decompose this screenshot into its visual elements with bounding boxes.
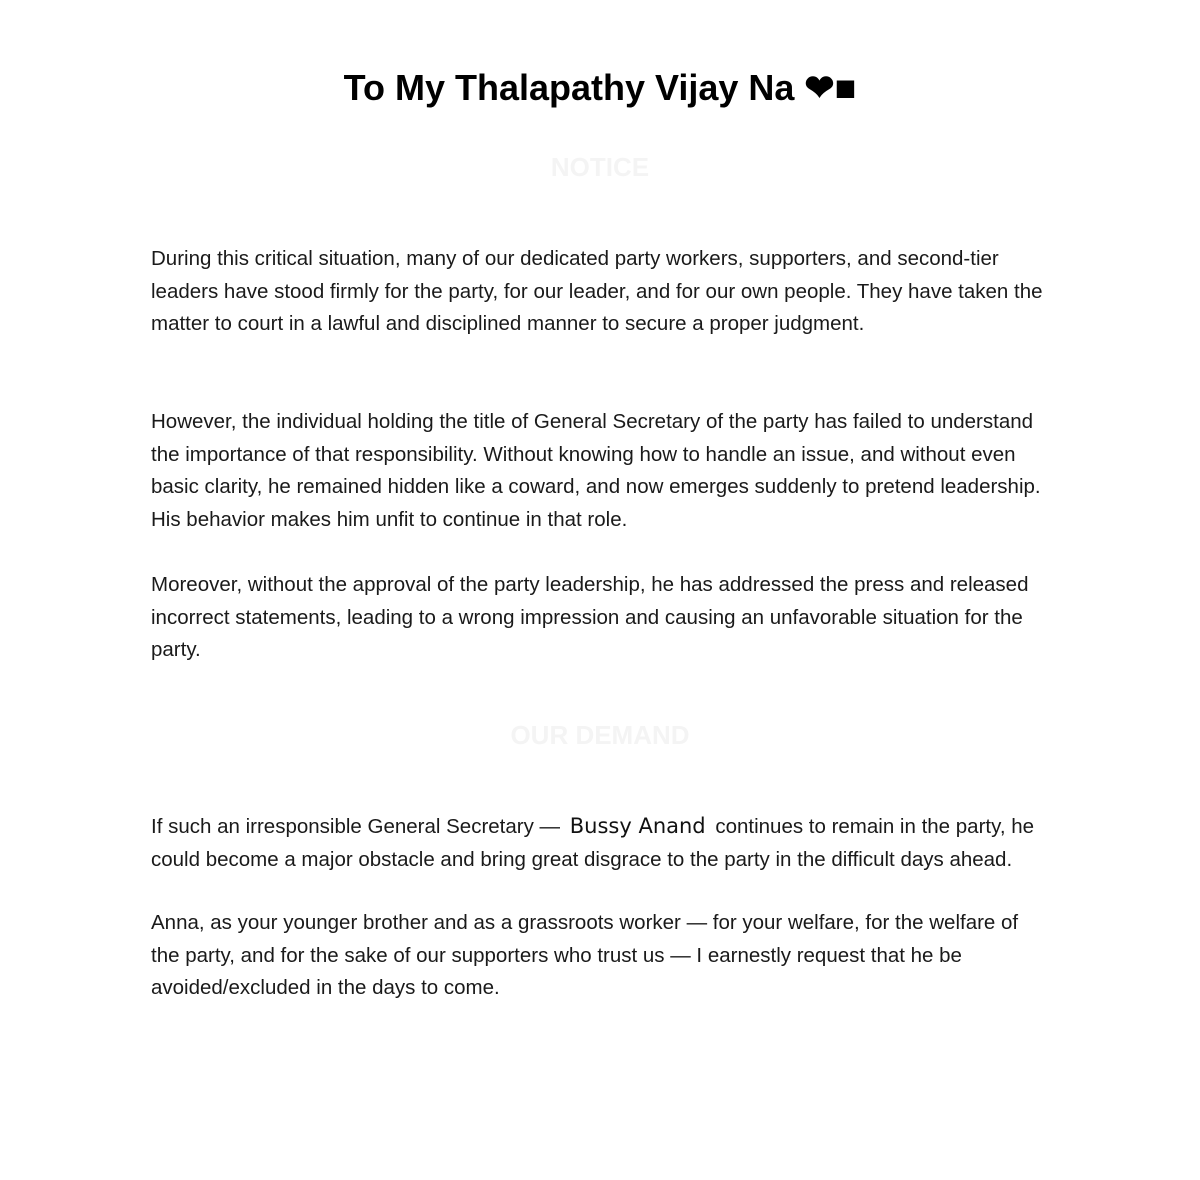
paragraph-general-secretary: However, the individual holding the title of General Secretary of the party has failed to understand the importance of that responsibility. Without knowing how to handle an issue, and without even basic clarity, he remained hidden like a coward, and now emerges suddenly to pretend leadership. His behavior makes him unfit to continue in that role.: [151, 410, 1041, 531]
faded-heading-notice: NOTICE: [550, 152, 650, 182]
faded-heading-demand: OUR DEMAND: [510, 720, 690, 750]
inserted-name-label: Bussy Anand: [566, 814, 710, 838]
paragraph-text-before-name: If such an irresponsible General Secretary —: [151, 815, 566, 838]
paragraph-irresponsible-secretary: [151, 810, 1051, 876]
paragraph-text-after-name: continues to remain in the party, he could become a major obstacle and bring great disgrace to the party in the difficult days ahead.: [151, 815, 1035, 871]
letter-title: To My Thalapathy Vijay Na ❤■: [343, 67, 857, 108]
paragraph-earnest-request: Anna, as your younger brother and as a grassroots worker — for your welfare, for the welfare of the party, and for the sake of our supporters who trust us — I earnestly request that he be avoided/excluded in the days to come.: [151, 911, 1019, 1000]
paragraph-critical-situation: During this critical situation, many of our dedicated party workers, supporters, and second-tier leaders have stood firmly for the party, for our leader, and for our own people. They have taken the matter to court in a lawful and disciplined manner to secure a proper judgment.: [151, 247, 1043, 336]
paragraph-press-statements: Moreover, without the approval of the party leadership, he has addressed the press and released incorrect statements, leading to a wrong impression and causing an unfavorable situation for the party.: [151, 573, 1029, 662]
